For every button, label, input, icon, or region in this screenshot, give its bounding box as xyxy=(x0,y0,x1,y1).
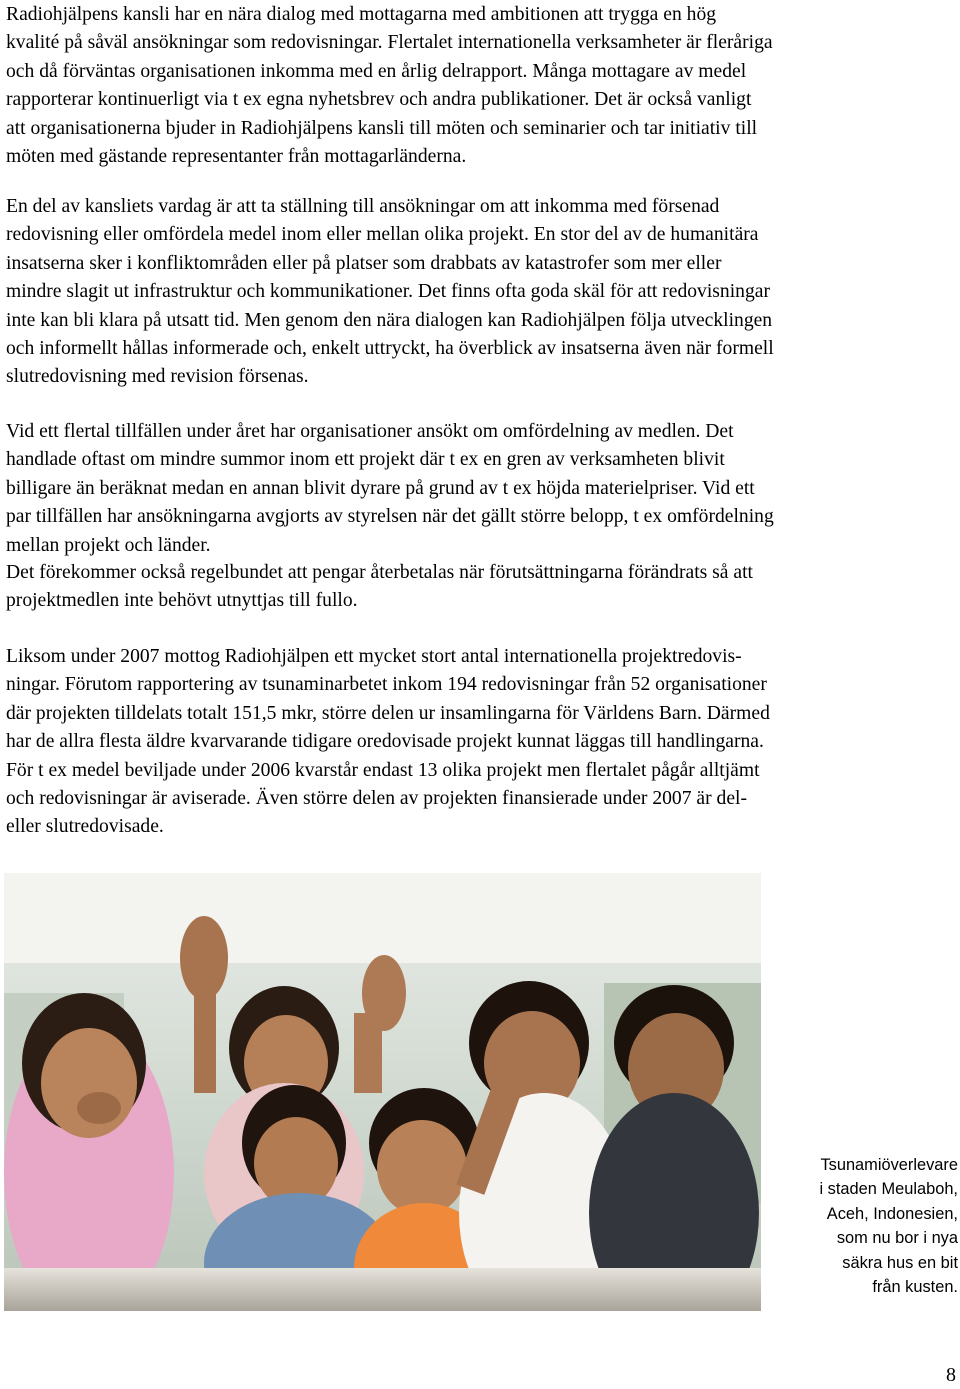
caption-line: Aceh, Indonesien, xyxy=(826,1204,958,1223)
text-line: där projekten tilldelats totalt 151,5 mkr, större delen ur insamlingarna för Världens Barn. Därmed xyxy=(6,702,770,724)
text-line: har de allra flesta äldre kvarvarande tidigare oredovisade projekt kunnat läggas till handlingarna. xyxy=(6,731,764,753)
text-line: För t ex medel beviljade under 2006 kvarstår endast 13 olika projekt men flertalet pågår alltjämt xyxy=(6,759,760,781)
text-line: En del av kansliets vardag är att ta ställning till ansökningar om att inkomma med försenad xyxy=(6,196,720,217)
paragraph-refunds xyxy=(6,559,958,616)
caption-line: säkra hus en bit xyxy=(842,1253,958,1272)
paragraph-dialog xyxy=(6,1,958,171)
text-line: mindre slagit ut infrastruktur och kommunikationer. Det finns ofta goda skäl för att redovisningar xyxy=(6,281,770,303)
text-line: inte kan bli klara på utsatt tid. Men genom den nära dialogen kan Radiohjälpen följa utvecklingen xyxy=(6,309,773,331)
caption-line: som nu bor i nya xyxy=(836,1229,958,1248)
text-line: och då förväntas organisationen inkomma med en årlig delrapport. Många mottagare av medel xyxy=(6,60,747,82)
text-line: och redovisningar är aviserade. Även större delen av projekten finansierade under 2007 är del- xyxy=(6,788,747,810)
paragraph-reallocation xyxy=(6,418,958,560)
text-line: redovisning eller omfördela medel inom eller mellan olika projekt. En stor del av de humanitära xyxy=(6,224,759,246)
paragraph-delayed-reports xyxy=(6,193,958,392)
text-line: handlade oftast om mindre summor inom ett projekt där t ex en gren av verksamheten blivit xyxy=(6,449,725,471)
page-number: 8 xyxy=(946,1364,956,1386)
caption-line: i staden Meulaboh, xyxy=(819,1180,958,1199)
text-line: Radiohjälpens kansli har en nära dialog med mottagarna med ambitionen att trygga en hög xyxy=(6,4,717,25)
text-line: kvalité på såväl ansökningar som redovisningar. Flertalet internationella verksamheter är fleråriga xyxy=(6,32,773,54)
caption-line: från kusten. xyxy=(872,1278,958,1297)
text-line: par tillfällen har ansökningarna avgjorts av styrelsen när det gällt större belopp, t ex omfördelning xyxy=(6,506,774,528)
text-line: ningar. Förutom rapportering av tsunaminarbetet inkom 194 redovisningar från 52 organisationer xyxy=(6,674,767,696)
caption-line: Tsunamiöverlevare xyxy=(820,1156,958,1174)
text-line: Det förekommer också regelbundet att pengar återbetalas när förutsättningarna förändrats så att xyxy=(6,562,753,583)
photo-caption xyxy=(770,1153,958,1299)
text-line: projektmedlen inte behövt utnyttjas till fullo. xyxy=(6,590,358,612)
text-line: Vid ett flertal tillfällen under året har organisationer ansökt om omfördelning av medlen. Det xyxy=(6,421,734,442)
text-line: och informellt hållas informerade och, enkelt uttryckt, ha överblick av insatserna även när formell xyxy=(6,338,774,360)
text-line: slutredovisning med revision försenas. xyxy=(6,366,309,388)
text-line: billigare än beräknat medan en annan blivit dyrare på grund av t ex höjda materielpriser. Vid ett xyxy=(6,477,755,499)
children-photo xyxy=(4,873,761,1311)
text-line: rapporterar kontinuerligt via t ex egna nyhetsbrev och andra publikationer. Det är också vanligt xyxy=(6,89,752,111)
text-line: att organisationerna bjuder in Radiohjälpens kansli till möten och seminarier och tar initiativ till xyxy=(6,117,758,139)
paragraph-project-reports xyxy=(6,643,958,842)
text-line: insatserna sker i konfliktområden eller på platser som drabbats av katastrofer som mer eller xyxy=(6,252,722,274)
text-line: möten med gästande representanter från mottagarländerna. xyxy=(6,146,467,168)
text-line: Liksom under 2007 mottog Radiohjälpen ett mycket stort antal internationella projektredovis- xyxy=(6,646,742,667)
text-line: eller slutredovisade. xyxy=(6,816,164,838)
text-line: mellan projekt och länder. xyxy=(6,534,211,556)
